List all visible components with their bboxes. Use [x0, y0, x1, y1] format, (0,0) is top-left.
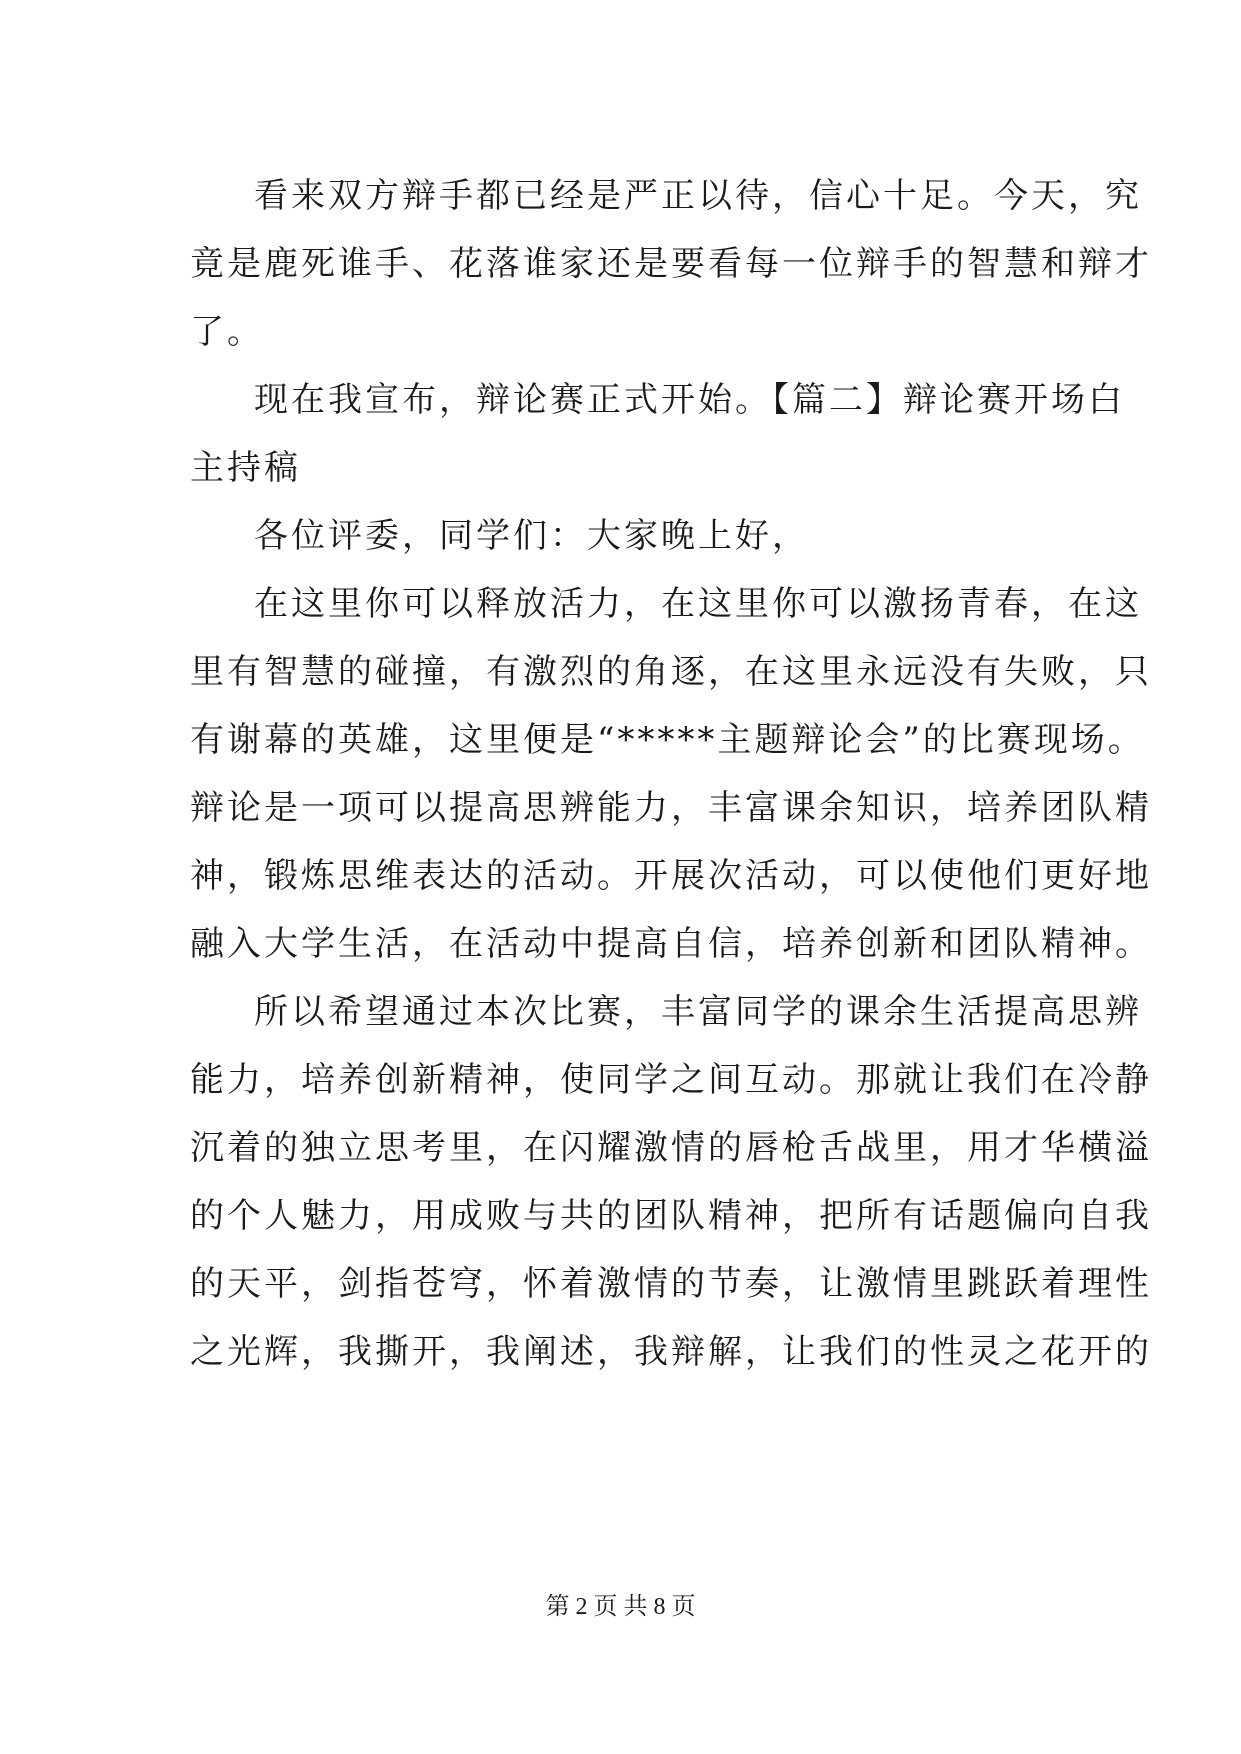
text-line: 融入大学生活，在活动中提高自信，培养创新和团队精神。 — [190, 924, 1152, 964]
text-line: 竟是鹿死谁手、花落谁家还是要看每一位辩手的智慧和辩才 — [190, 244, 1152, 284]
text-line: 各位评委，同学们：大家晚上好， — [254, 516, 809, 556]
text-line: 能力，培养创新精神，使同学之间互动。那就让我们在冷静 — [190, 1060, 1152, 1100]
text-line: 辩论是一项可以提高思辨能力，丰富课余知识，培养团队精 — [190, 788, 1152, 828]
text-line: 所以希望通过本次比赛，丰富同学的课余生活提高思辨 — [254, 992, 1142, 1032]
text-line: 看来双方辩手都已经是严正以待，信心十足。今天，究 — [254, 176, 1142, 216]
text-line: 的个人魅力，用成败与共的团队精神，把所有话题偏向自我 — [190, 1196, 1152, 1236]
text-line: 里有智慧的碰撞，有激烈的角逐，在这里永远没有失败，只 — [190, 652, 1152, 692]
text-line: 的天平，剑指苍穹，怀着激情的节奏，让激情里跳跃着理性 — [190, 1264, 1152, 1304]
text-line: 现在我宣布，辩论赛正式开始。【篇二】辩论赛开场白 — [254, 380, 1125, 420]
text-line: 在这里你可以释放活力，在这里你可以激扬青春，在这 — [254, 584, 1142, 624]
text-line: 有谢幕的英雄，这里便是“*****主题辩论会”的比赛现场。 — [190, 720, 1145, 760]
page-number-footer: 第 2 页 共 8 页 — [545, 1594, 696, 1620]
text-line: 主持稿 — [190, 448, 301, 488]
document-body — [190, 162, 1152, 1386]
text-line: 了。 — [190, 312, 264, 352]
text-line: 之光辉，我撕开，我阐述，我辩解，让我们的性灵之花开的 — [190, 1332, 1152, 1372]
text-line: 神，锻炼思维表达的活动。开展次活动，可以使他们更好地 — [190, 856, 1152, 896]
text-line: 沉着的独立思考里，在闪耀激情的唇枪舌战里，用才华横溢 — [190, 1128, 1152, 1168]
